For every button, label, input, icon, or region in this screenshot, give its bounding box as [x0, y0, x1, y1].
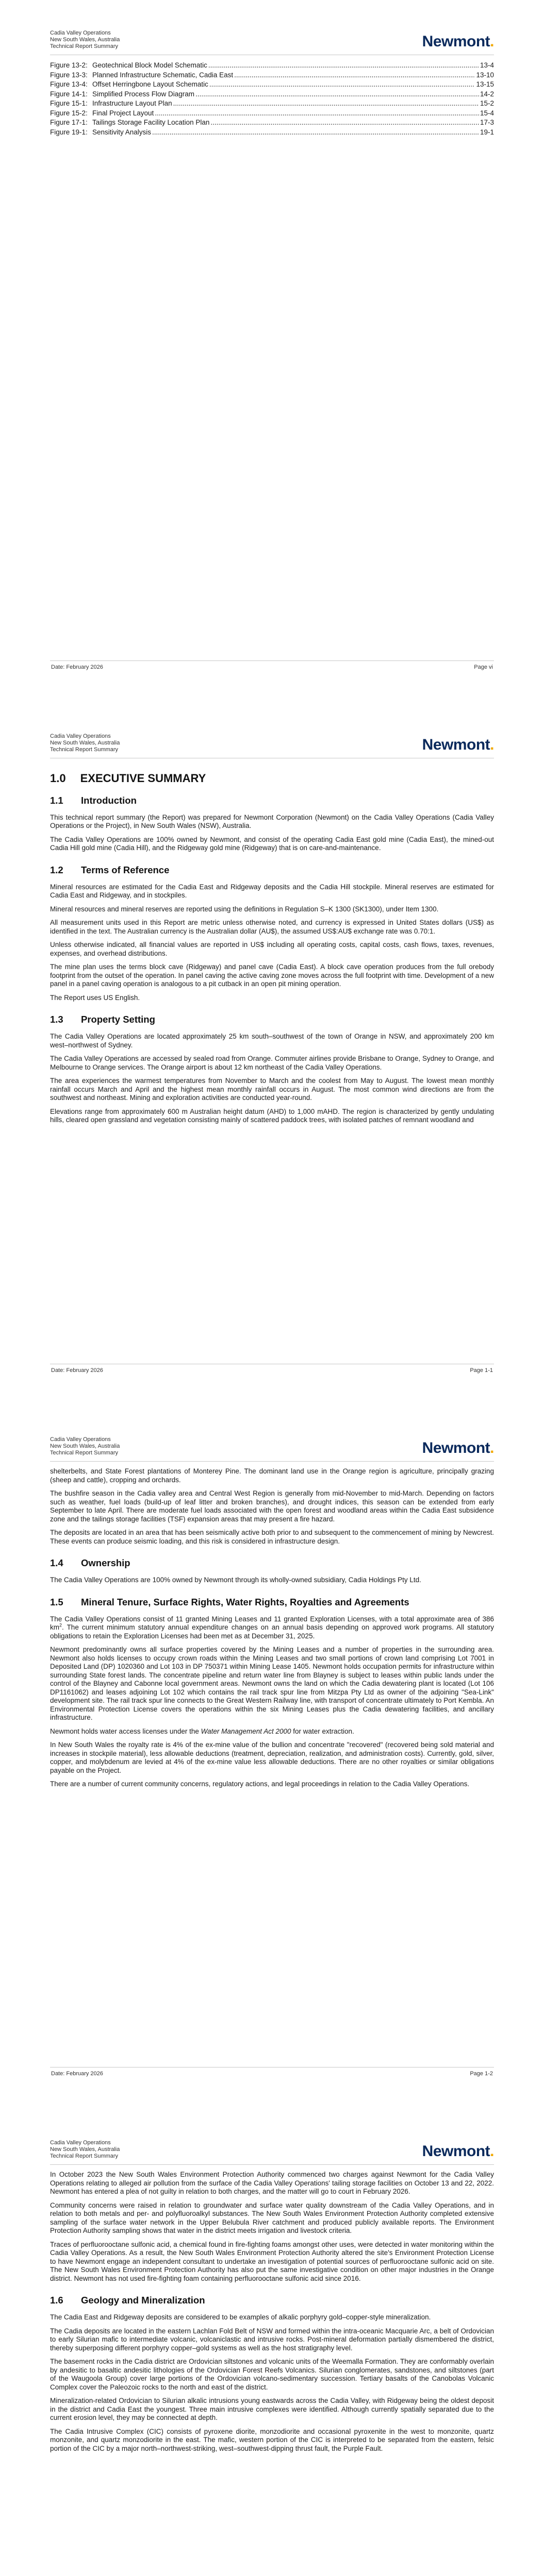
paragraph — [50, 1615, 494, 1641]
heading-number: 1.2 — [50, 864, 63, 875]
text-run: for water extraction. — [291, 1727, 354, 1735]
toc-row[interactable] — [50, 61, 494, 71]
footer-date — [51, 1367, 103, 1374]
toc-leader — [155, 109, 479, 118]
toc-number: Figure 15-2: — [50, 109, 88, 117]
toc-leader — [152, 128, 479, 138]
toc-page: 19-1 — [480, 128, 494, 136]
page-number: Page vi — [474, 664, 493, 670]
paragraph: All measurement units used in this Report are metric unless otherwise noted, and currency is expressed in United States dollars (US$) as identified in the text. The Australian currency is the Australian dollar (AU$), the assumed US$:AU$ exchange rate was 0.70:1. — [50, 919, 494, 935]
footer-date — [51, 2071, 103, 2077]
act-title: Water Management Act 2000 — [201, 1727, 291, 1735]
toc-number: Figure 19-1: — [50, 128, 88, 136]
header-text — [50, 2140, 120, 2160]
toc-row[interactable] — [50, 109, 494, 118]
section-heading-1-2 — [50, 864, 494, 876]
header-line-2: New South Wales, Australia — [50, 740, 120, 746]
heading-number: 1.1 — [50, 794, 63, 806]
section-heading-1-4 — [50, 1557, 494, 1569]
paragraph: The mine plan uses the terms block cave (Ridgeway) and panel cave (Cadia East). A block cave operation produces from the full orebody footprint from the outset of the operation. In panel caving the active caving zone moves across the full footprint with time. Development of a new panel in a panel caving operation is analogous to a pit cutback in an open pit mining operation. — [50, 963, 494, 988]
toc-leader — [210, 118, 479, 128]
heading-number: 1.4 — [50, 1557, 63, 1568]
toc-page: 13-15 — [476, 80, 494, 88]
paragraph: The Cadia Valley Operations are accessed by sealed road from Orange. Commuter airlines provide Brisbane to Orange, Sydney to Orange, and Melbourne to Orange services. The Orange airport is about 12 km northeast of the Cadia Valley Operations. — [50, 1055, 494, 1071]
logo-text: Newmont — [422, 33, 490, 50]
paragraph: The area experiences the warmest temperatures from November to March and the coolest from May to August. The lowest mean monthly rainfall occurs March and April and the highest mean monthly rainfall occurs in August. The most common wind directions are from the southwest and northeast. Mining and exploration activities are conducted year-round. — [50, 1077, 494, 1101]
toc-leader — [209, 80, 475, 90]
page-4 — [0, 2110, 544, 2576]
toc-title: Tailings Storage Facility Location Plan — [92, 118, 210, 126]
toc-page: 17-3 — [480, 118, 494, 126]
page-footer — [50, 2067, 494, 2079]
section-heading-1-1 — [50, 794, 494, 806]
newmont-logo — [422, 1439, 494, 1457]
header-text — [50, 1436, 120, 1456]
page-footer — [50, 1364, 494, 1376]
paragraph: This technical report summary (the Report) was prepared for Newmont Corporation (Newmont) on the Cadia Valley Operations (Cadia Valley Operations or the Project), in New South Wales (NSW), Australia. — [50, 813, 494, 829]
toc-row[interactable] — [50, 71, 494, 80]
page-header — [50, 30, 494, 55]
toc-page: 13-4 — [480, 61, 494, 69]
toc-title: Final Project Layout — [92, 109, 154, 117]
toc-number: Figure 13-3: — [50, 71, 88, 79]
toc-title: Planned Infrastructure Schematic, Cadia East — [92, 71, 234, 79]
toc-title: Offset Herringbone Layout Schematic — [92, 80, 208, 88]
paragraph: Mineral resources and mineral reserves are reported using the definitions in Regulation S–K 1300 (SK1300), under Item 1300. — [50, 905, 439, 913]
toc-page: 15-2 — [480, 99, 494, 107]
paragraph: The Cadia Valley Operations are 100% owned by Newmont through its wholly-owned subsidiary, Cadia Holdings Pty Ltd. — [50, 1576, 421, 1584]
toc-number: Figure 13-4: — [50, 80, 88, 88]
paragraph — [50, 1727, 494, 1736]
header-line-3: Technical Report Summary — [50, 1450, 119, 1456]
header-line-2: New South Wales, Australia — [50, 37, 120, 43]
page-number: Page 1-1 — [470, 1367, 493, 1374]
toc-title: Sensitivity Analysis — [92, 128, 152, 136]
superscript: 2 — [59, 1622, 62, 1628]
heading-title: Mineral Tenure, Surface Rights, Water Rights, Royalties and Agreements — [81, 1596, 409, 1607]
paragraph: In New South Wales the royalty rate is 4% of the ex-mine value of the bullion and concentrate "recovered" (recovered being sold material and increases in stockpile material), less allowable deductions (treatment, depreciation, realization, and administration costs). Currently, gold, silver, copper, and molybdenum are levied at 4% of the ex-mine value less allowable deductions. There are no other royalties or similar obligations payable on the Project. — [50, 1741, 494, 1774]
section-heading-1-3 — [50, 1013, 494, 1025]
paragraph: Newmont predominantly owns all surface properties covered by the Mining Leases and a number of properties in the surrounding area. Newmont also holds licenses to occupy crown roads within the Mining Leases and two small portions of crown land comprising Lot 7001 in Deposited Land (DP) 1020360 and Lot 103 in DP 750371 within Mining Lease 1405. Newmont holds occupation permits for infrastructure within surrounding State forest lands. The concentrate pipeline and return water line from Blayney is subject to leases within public lands under the control of the Blayney and Cabonne local government areas. Newmont owns the land on which the Cadia dewatering plant is located (Lot 106 DP1161062) and leases adjoining Lot 102 which contains the rail track spur line from Mitzpa Pty Ltd as owner of the adjoining "Sea-Link" development site. The rail track spur line connects to the Great Western Railway line, with transport of concentrate ultimately to Port Kembla. An Environmental Protection License covers the operations within the six Mining Leases plus the Cadia dewatering facilities, and ancillary infrastructure. — [50, 1646, 494, 1721]
header-line-1: Cadia Valley Operations — [50, 2140, 111, 2146]
newmont-logo — [422, 736, 494, 754]
heading-number: 1.5 — [50, 1596, 63, 1607]
page-header — [50, 2140, 494, 2165]
header-line-1: Cadia Valley Operations — [50, 30, 111, 36]
page-content — [50, 2171, 494, 2458]
paragraph: Community concerns were raised in relation to groundwater and surface water quality downstream of the Cadia Valley Operations, and in relation to both metals and per- and polyfluoroalkyl substances. The New South Wales Environment Protection Authority completed extensive sampling of the surface water network in the Upper Belubula River catchment and produced publicly available reports. The Environment Protection Authority sampling shows that water in the district meets irrigation and livestock criteria. — [50, 2201, 494, 2234]
header-line-3: Technical Report Summary — [50, 747, 119, 753]
paragraph: The deposits are located in an area that has been seismically active both prior to and subsequent to the commencement of mining by Newcrest. These events can produce seismic loading, and this risk is considered in infrastructure design. — [50, 1529, 494, 1545]
paragraph: The Cadia Valley Operations are located approximately 25 km south–southwest of the town of Orange in NSW, and approximately 200 km west–northwest of Sydney. — [50, 1032, 494, 1049]
toc-page: 13-10 — [476, 71, 494, 79]
paragraph: There are a number of current community concerns, regulatory actions, and legal proceedings in relation to the Cadia Valley Operations. — [50, 1780, 470, 1788]
toc-title: Infrastructure Layout Plan — [92, 99, 172, 107]
paragraph: Mineralization-related Ordovician to Silurian alkalic intrusions young eastwards across the Cadia Valley, with Ridgeway being the oldest deposit in the district and Cadia East the youngest. Three main intrusive complexes were identified. Although currently spatially separated due to the current erosion level, they may be connected at depth. — [50, 2397, 494, 2421]
date-value: February 2026 — [66, 1367, 103, 1374]
logo-text: Newmont — [422, 1439, 490, 1456]
toc-leader — [195, 90, 479, 99]
header-text — [50, 733, 120, 753]
figure-list — [50, 61, 494, 137]
toc-page: 15-4 — [480, 109, 494, 117]
heading-title: Property Setting — [81, 1014, 155, 1025]
toc-number: Figure 14-1: — [50, 90, 88, 98]
newmont-logo — [422, 33, 494, 50]
logo-text: Newmont — [422, 2143, 490, 2160]
page-1 — [0, 0, 544, 703]
toc-row[interactable] — [50, 90, 494, 99]
heading-number: 1.6 — [50, 2295, 63, 2306]
paragraph: The Cadia deposits are located in the eastern Lachlan Fold Belt of NSW and formed within the intra-oceanic Macquarie Arc, a belt of Ordovician to early Silurian mafic to intermediate volcanic, volcaniclastic and intrusive rocks. Post-mineral deformation partially dismembered the district, thereby superposing different porphyry copper–gold systems as well as the host stratigraphy level. — [50, 2327, 494, 2352]
header-line-2: New South Wales, Australia — [50, 2146, 120, 2153]
section-heading-1-0 — [50, 774, 494, 783]
toc-leader — [173, 99, 479, 109]
paragraph: The bushfire season in the Cadia valley area and Central West Region is generally from mid-November to mid-March. Depending on factors such as weather, fuel loads (build-up of leaf litter and broken branches), and drought indices, this season can be extended from early September to late April. There are moderate fuel loads associated with the open forest and woodland areas within the Cadia East subsidence zone and the tailings storage facilities (TSF) expansion areas that may present a fire hazard. — [50, 1489, 494, 1523]
toc-number: Figure 15-1: — [50, 99, 88, 107]
page-2 — [0, 703, 544, 1406]
toc-title: Simplified Process Flow Diagram — [92, 90, 195, 98]
heading-number: 1.0 — [50, 772, 66, 785]
page-content — [50, 764, 494, 1130]
heading-title: EXECUTIVE SUMMARY — [80, 772, 206, 785]
header-line-1: Cadia Valley Operations — [50, 1436, 111, 1443]
page-content — [50, 1467, 494, 1794]
page-header — [50, 733, 494, 758]
paragraph: The basement rocks in the Cadia district are Ordovician siltstones and volcanic units of the Weemalla Formation. They are conformably overlain by andesitic to basaltic andesitic lithologies of the Ordovician Forest Reefs Volcanics. Silurian conglomerates, sandstones, and siltstones (part of the Waugoola Group) cover large portions of the Ordovician volcano-sedimentary succession. Tertiary basalts of the Canobolas Volcanic Complex cover the Paleozoic rocks to the north and east of the district. — [50, 2358, 494, 2391]
toc-row[interactable] — [50, 99, 494, 109]
text-run: Newmont holds water access licenses under the — [50, 1727, 201, 1735]
logo-dot: . — [490, 1439, 494, 1456]
date-label: Date: — [51, 664, 65, 670]
page-header — [50, 1436, 494, 1462]
page-footer — [50, 660, 494, 672]
page-content — [50, 61, 494, 137]
toc-number: Figure 17-1: — [50, 118, 88, 126]
toc-title: Geotechnical Block Model Schematic — [92, 61, 207, 69]
newmont-logo — [422, 2143, 494, 2160]
logo-text: Newmont — [422, 736, 490, 753]
date-label: Date: — [51, 1367, 65, 1374]
date-label: Date: — [51, 2071, 65, 2077]
header-line-3: Technical Report Summary — [50, 2153, 119, 2159]
header-line-1: Cadia Valley Operations — [50, 733, 111, 739]
paragraph: Unless otherwise indicated, all financial values are reported in US$ including all operating costs, capital costs, cash flows, taxes, revenues, expenses, and overhead distributions. — [50, 941, 494, 957]
heading-title: Terms of Reference — [81, 864, 170, 875]
paragraph: The Cadia East and Ridgeway deposits are considered to be examples of alkalic porphyry gold–copper-style mineralization. — [50, 2313, 431, 2321]
paragraph: Elevations range from approximately 600 m Australian height datum (AHD) to 1,000 mAHD. The region is characterized by gently undulating hills, cleared open grassland and vegetation consisting mainly of scattered paddock trees, with isolated patches of remnant woodland and — [50, 1107, 494, 1124]
toc-number: Figure 13-2: — [50, 61, 88, 69]
date-value: February 2026 — [66, 2071, 103, 2077]
paragraph: Traces of perfluorooctane sulfonic acid, a chemical found in fire-fighting foams amongst other uses, were detected in water monitoring within the Cadia Valley Operations. As a result, the New South Wales Environment Protection Authority altered the site's Environment Protection License to have Newmont engage an independent consultant to undertake an investigation of potential sources of perfluorooctane sulfonic acid on site. The New South Wales Environment Protection Authority has also put the same investigative condition on other major industries in the Orange district. Newmont has not used fire-fighting foam containing perfluorooctane sulfonic acid since 2016. — [50, 2240, 494, 2282]
section-heading-1-5 — [50, 1596, 494, 1608]
toc-row[interactable] — [50, 128, 494, 138]
page-number: Page 1-2 — [470, 2071, 493, 2077]
toc-page: 14-2 — [480, 90, 494, 98]
toc-row[interactable] — [50, 118, 494, 128]
page-3 — [0, 1406, 544, 2110]
header-line-3: Technical Report Summary — [50, 43, 119, 49]
heading-title: Introduction — [81, 794, 137, 806]
logo-dot: . — [490, 2143, 494, 2160]
heading-number: 1.3 — [50, 1014, 63, 1025]
paragraph: The Report uses US English. — [50, 993, 140, 1002]
text-run: The Cadia Valley Operations consist of 11 granted Mining Leases and 11 granted Exploration Licenses, with a total approximate area of 386 km — [50, 1615, 494, 1631]
footer-date — [51, 664, 103, 670]
toc-leader — [234, 71, 475, 80]
paragraph: The Cadia Intrusive Complex (CIC) consists of pyroxene diorite, monzodiorite and occasional pyroxenite in the west to monzonite, quartz monzonite, and quartz monzodiorite in the east. The mafic, western portion of the CIC is interpreted to be separated from the eastern, felsic portion of the CIC by a major north–northwest-striking, west–southwest-dipping thrust fault, the Purple Fault. — [50, 2427, 494, 2452]
heading-title: Geology and Mineralization — [81, 2295, 205, 2306]
paragraph: In October 2023 the New South Wales Environment Protection Authority commenced two charges against Newmont for the Cadia Valley Operations relating to alleged air pollution from the surface of the Cadia Valley Operations' tailing storage facilities on October 13 and 22, 2022. Newmont has entered a plea of not guilty in relation to both charges, and the matter will go to court in February 2026. — [50, 2171, 494, 2195]
section-heading-1-6 — [50, 2294, 494, 2306]
toc-row[interactable] — [50, 80, 494, 90]
date-value: February 2026 — [66, 664, 103, 670]
heading-title: Ownership — [81, 1557, 130, 1568]
text-run: . The current minimum statutory annual expenditure changes on an annual basis depending on approved work programs. All statutory obligations to retain the Exploration Licenses had been met as at December 31, 2025. — [50, 1623, 494, 1640]
header-text — [50, 30, 120, 50]
toc-leader — [208, 61, 479, 71]
header-line-2: New South Wales, Australia — [50, 1443, 120, 1449]
logo-dot: . — [490, 33, 494, 50]
logo-dot: . — [490, 736, 494, 753]
paragraph: The Cadia Valley Operations are 100% owned by Newmont, and consist of the operating Cadia East gold mine (Cadia East), the mined-out Cadia Hill gold mine (Cadia Hill), and the Ridgeway gold mine (Ridgeway) that is on care-and-maintenance. — [50, 835, 494, 852]
paragraph: Mineral resources are estimated for the Cadia East and Ridgeway deposits and the Cadia Hill stockpile. Mineral reserves are estimated for Cadia East and Ridgeway, and in stockpiles. — [50, 883, 494, 899]
paragraph: shelterbelts, and State Forest plantations of Monterey Pine. The dominant land use in the Orange region is agriculture, principally grazing (sheep and cattle), cropping and orchards. — [50, 1467, 494, 1484]
